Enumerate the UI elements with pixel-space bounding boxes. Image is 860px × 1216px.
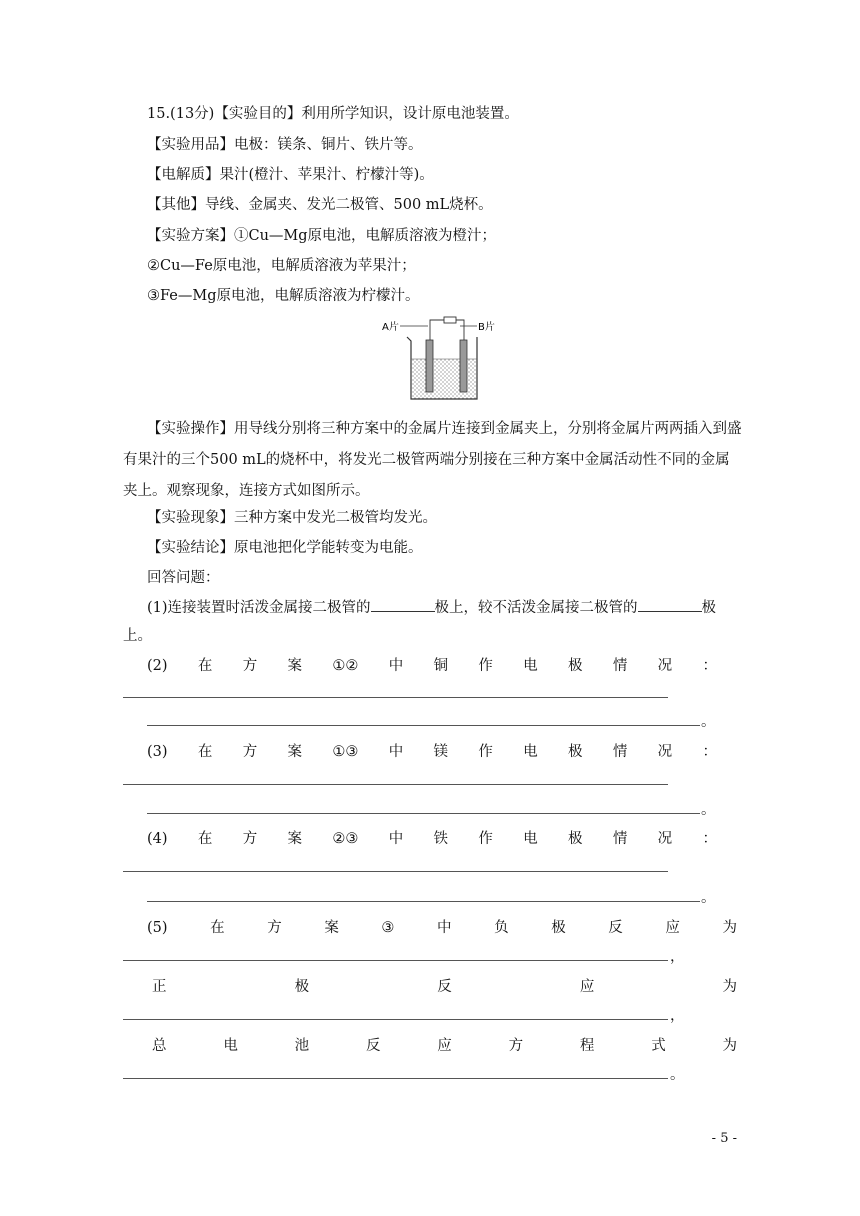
answer-line-4b[interactable] xyxy=(147,901,700,902)
question-15-title: 15.(13分)【实验目的】利用所学知识，设计原电池装置。 xyxy=(147,106,519,122)
scheme-2-line: ②Cu—Fe原电池，电解质溶液为苹果汁； xyxy=(147,258,416,274)
answer-blank-1b[interactable] xyxy=(638,597,702,612)
document-page: 15.(13分)【实验目的】利用所学知识，设计原电池装置。 【实验用品】电极：镁条、铜片、铁片等。 【电解质】果汁(橙汁、苹果汁、柠檬汁等)。 【其他】导线、金属夹、发光二极管、500 mL烧杯。 【实验方案】①Cu—Mg原电池，电解质溶液为橙汁； ②Cu—Fe原电池，电解质溶液为苹果汁； ③Fe—Mg原电池，电解质溶液为柠檬汁。 A片 B片 【实验操作】用导线分别将三种方案中的金属片连接到金属夹上，分别将金属片两两插入到盛有果汁的三个500 mL的烧杯中，将发光二极管两端分别接在三种方案中金属活动性不同的金属夹上。观察现象，连接方式如图所示。 【实验现象】三种方案中发光二极管均发光。 【实验结论】原电池把化学能转变为电能。 回答问题： (1)连接装置时活泼金属接二极管的 极上，较不活泼金属接二极管的 极 上。 (2) 在 方 案 ①② 中 铜 作 电 极 情 况 ： 。 (3) 在 方 案 ①③ 中 镁 作 电 极 情 况 ： 。 (4) 在 方 案 ②③ 中 铁 作 电 极 情 况 ： 。 (5) 在 方 案 ③ 中 负 极 反 应 为 ， 正 极 反 应 为 ， 总 电 池 反 应 方 程 式 为 。 - 5 - xyxy=(123,106,742,1146)
answer-line-5-total[interactable] xyxy=(123,1078,668,1079)
question-2: (2) 在 方 案 ①② 中 铜 作 电 极 情 况 ： xyxy=(147,658,717,674)
label-a-piece: A片 xyxy=(382,322,399,333)
phenomenon-line: 【实验现象】三种方案中发光二极管均发光。 xyxy=(147,510,437,526)
question-4: (4) 在 方 案 ②③ 中 铁 作 电 极 情 况 ： xyxy=(147,831,717,847)
electrode-a xyxy=(426,340,433,392)
answer-line-4a[interactable] xyxy=(123,871,668,872)
page-number: - 5 - xyxy=(711,1131,737,1146)
electrode-b xyxy=(460,340,467,392)
answer-blank-1a[interactable] xyxy=(371,597,435,612)
answer-line-5-negative[interactable] xyxy=(123,960,668,961)
label-b-piece: B片 xyxy=(478,322,495,333)
other-materials-line: 【其他】导线、金属夹、发光二极管、500 mL烧杯。 xyxy=(147,197,493,213)
answer-line-3b[interactable] xyxy=(147,813,700,814)
question-5: (5) 在 方 案 ③ 中 负 极 反 应 为 xyxy=(147,920,737,936)
answer-line-2a[interactable] xyxy=(123,697,668,698)
electrolyte-line: 【电解质】果汁(橙汁、苹果汁、柠檬汁等)。 xyxy=(147,167,434,183)
answer-prompt: 回答问题： xyxy=(147,570,220,586)
question-1-cont: 上。 xyxy=(123,628,152,644)
question-1: (1)连接装置时活泼金属接二极管的 极上，较不活泼金属接二极管的 极 xyxy=(147,597,716,618)
beaker-diagram xyxy=(380,315,500,403)
question-3: (3) 在 方 案 ①③ 中 镁 作 电 极 情 况 ： xyxy=(147,744,717,760)
answer-line-5-positive[interactable] xyxy=(123,1019,668,1020)
answer-line-3a[interactable] xyxy=(123,784,668,785)
scheme-1-line: 【实验方案】①Cu—Mg原电池，电解质溶液为橙汁； xyxy=(147,228,497,244)
led-icon xyxy=(444,317,456,323)
conclusion-line: 【实验结论】原电池把化学能转变为电能。 xyxy=(147,540,423,556)
scheme-3-line: ③Fe—Mg原电池，电解质溶液为柠檬汁。 xyxy=(147,288,420,304)
answer-line-2b[interactable] xyxy=(147,725,700,726)
materials-line: 【实验用品】电极：镁条、铜片、铁片等。 xyxy=(147,137,423,153)
question-5-total: 总 电 池 反 应 方 程 式 为 xyxy=(152,1038,737,1054)
operation-paragraph: 【实验操作】用导线分别将三种方案中的金属片连接到金属夹上，分别将金属片两两插入到盛有果汁的三个500 mL的烧杯中，将发光二极管两端分别接在三种方案中金属活动性不同的金属夹上。观察现象，连接方式如图所示。 xyxy=(123,421,742,499)
question-5-positive: 正 极 反 应 为 xyxy=(152,979,737,995)
